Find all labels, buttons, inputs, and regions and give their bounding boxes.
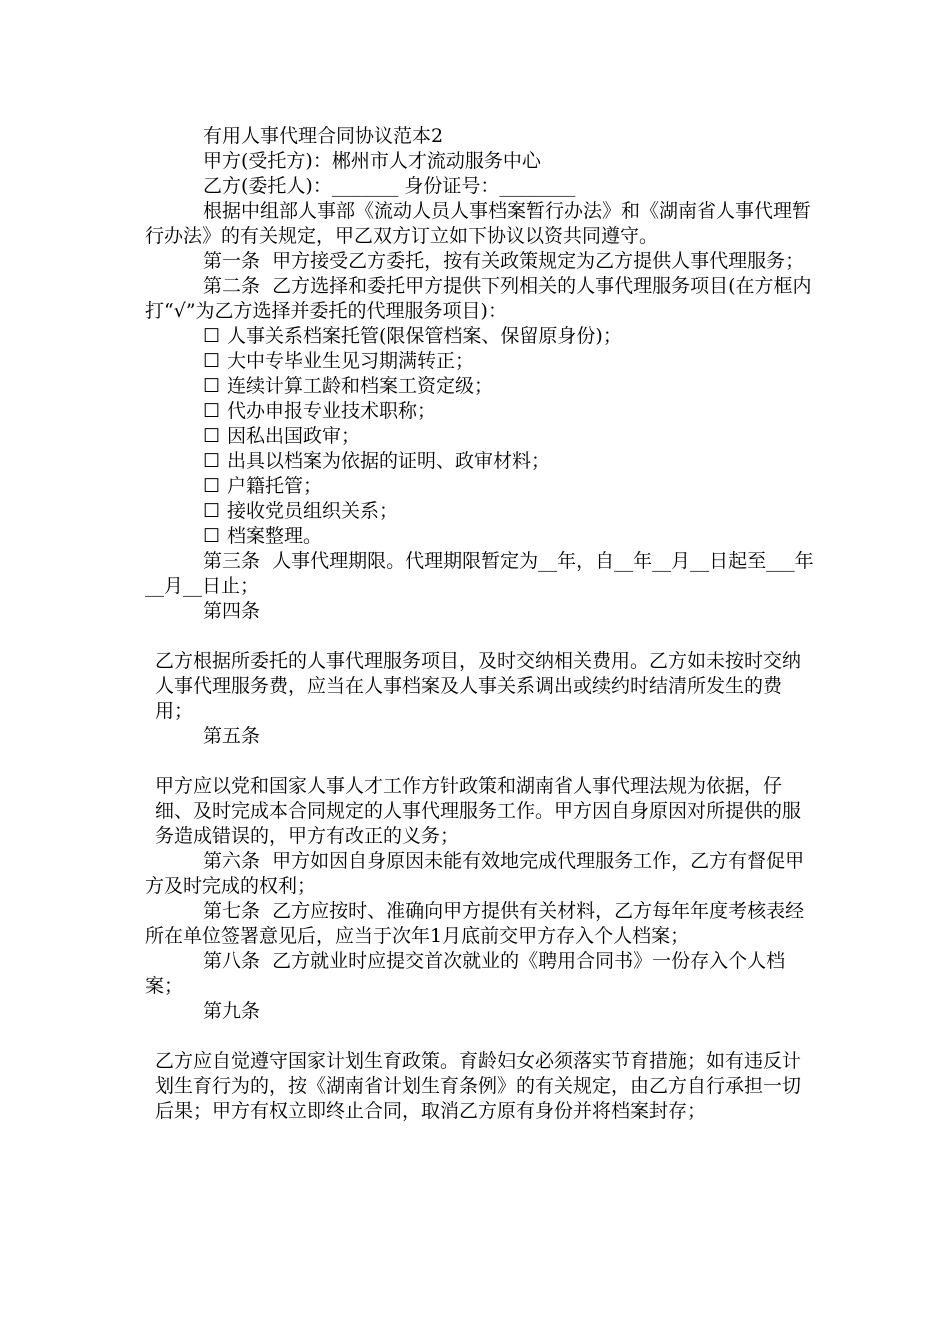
service-item-list bbox=[145, 324, 815, 549]
service-item bbox=[145, 349, 815, 374]
service-item-label: 代办申报专业技术职称； bbox=[227, 400, 437, 422]
checkbox-icon: ☐ bbox=[203, 475, 221, 497]
party-b-line: 乙方(委托人)：_______ 身份证号：________ bbox=[203, 175, 576, 197]
service-item bbox=[145, 474, 815, 499]
article-3: 第三条 人事代理期限。代理期限暂定为__年，自__年__月__日起至___年__月__日止； bbox=[145, 550, 814, 597]
service-item-label: 户籍托管； bbox=[227, 475, 323, 497]
spacer bbox=[145, 1024, 815, 1049]
article-6: 第六条 甲方如因自身原因未能有效地完成代理服务工作，乙方有督促甲方及时完成的权利； bbox=[145, 850, 805, 897]
document-body bbox=[145, 124, 815, 1124]
service-item-label: 因私出国政审； bbox=[227, 425, 361, 447]
checkbox-icon: ☐ bbox=[203, 350, 221, 372]
service-item-label: 出具以档案为依据的证明、政审材料； bbox=[227, 450, 551, 472]
checkbox-icon: ☐ bbox=[203, 525, 221, 547]
article-2: 第二条 乙方选择和委托甲方提供下列相关的人事代理服务项目(在方框内打“√”为乙方选择并委托的代理服务项目)： bbox=[145, 275, 812, 322]
service-item-label: 人事关系档案托管(限保管档案、保留原身份)； bbox=[227, 325, 622, 347]
service-item bbox=[145, 449, 815, 474]
service-item bbox=[145, 424, 815, 449]
document-title: 有用人事代理合同协议范本2 bbox=[203, 125, 444, 147]
article-5-heading: 第五条 bbox=[203, 725, 261, 747]
service-item bbox=[145, 374, 815, 399]
service-item-label: 连续计算工龄和档案工资定级； bbox=[227, 375, 494, 397]
article-4-body: 乙方根据所委托的人事代理服务项目，及时交纳相关费用。乙方如未按时交纳人事代理服务费，应当在人事档案及人事关系调出或续约时结清所发生的费用； bbox=[155, 650, 802, 722]
article-8: 第八条 乙方就业时应提交首次就业的《聘用合同书》一份存入个人档案； bbox=[145, 950, 786, 997]
article-4-heading: 第四条 bbox=[203, 600, 261, 622]
checkbox-icon: ☐ bbox=[203, 450, 221, 472]
service-item bbox=[145, 524, 815, 549]
checkbox-icon: ☐ bbox=[203, 325, 221, 347]
spacer bbox=[145, 749, 815, 774]
service-item-label: 大中专毕业生见习期满转正； bbox=[227, 350, 475, 372]
service-item-label: 接收党员组织关系； bbox=[227, 500, 399, 522]
party-a-line: 甲方(受托方)：郴州市人才流动服务中心 bbox=[203, 150, 541, 172]
spacer bbox=[145, 624, 815, 649]
service-item bbox=[145, 399, 815, 424]
checkbox-icon: ☐ bbox=[203, 500, 221, 522]
checkbox-icon: ☐ bbox=[203, 400, 221, 422]
service-item bbox=[145, 499, 815, 524]
article-9-body: 乙方应自觉遵守国家计划生育政策。育龄妇女必须落实节育措施；如有违反计划生育行为的，按《湖南省计划生育条例》的有关规定，由乙方自行承担一切后果；甲方有权立即终止合同，取消乙方原有身份并将档案封存； bbox=[155, 1050, 802, 1122]
service-item-label: 档案整理。 bbox=[227, 525, 323, 547]
article-7: 第七条 乙方应按时、准确向甲方提供有关材料，乙方每年年度考核表经所在单位签署意见后，应当于次年1月底前交甲方存入个人档案； bbox=[145, 900, 805, 947]
checkbox-icon: ☐ bbox=[203, 425, 221, 447]
checkbox-icon: ☐ bbox=[203, 375, 221, 397]
preamble-paragraph: 根据中组部人事部《流动人员人事档案暂行办法》和《湖南省人事代理暂行办法》的有关规定，甲乙双方订立如下协议以资共同遵守。 bbox=[145, 200, 812, 247]
service-item bbox=[145, 324, 815, 349]
article-1: 第一条 甲方接受乙方委托，按有关政策规定为乙方提供人事代理服务； bbox=[203, 250, 805, 272]
article-5-body: 甲方应以党和国家人事人才工作方针政策和湖南省人事代理法规为依据，仔细、及时完成本合同规定的人事代理服务工作。甲方因自身原因对所提供的服务造成错误的，甲方有改正的义务； bbox=[155, 775, 802, 847]
article-9-heading: 第九条 bbox=[203, 1000, 261, 1022]
